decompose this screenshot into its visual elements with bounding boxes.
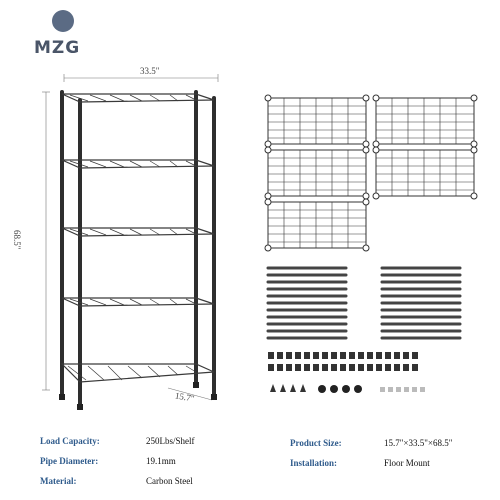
wire-shelf-panels <box>268 98 474 248</box>
load-capacity-value: 250Lbs/Shelf <box>146 436 195 446</box>
caps <box>318 385 362 393</box>
installation-value: Floor Mount <box>384 458 430 468</box>
end-covers <box>380 387 425 392</box>
wire-panel <box>376 98 474 144</box>
material-label: Material: <box>40 476 77 486</box>
hardware-set <box>270 384 425 393</box>
installation-label: Installation: <box>290 458 338 468</box>
height-dimension: 68.5" <box>12 230 22 250</box>
product-size-value: 15.7"×33.5"×68.5" <box>384 438 453 448</box>
material-value: Carbon Steel <box>146 476 193 486</box>
wire-panel <box>268 98 366 144</box>
depth-dimension: 15.7" <box>174 390 196 404</box>
sleeve-clips <box>268 352 418 371</box>
product-size-label: Product Size: <box>290 438 342 448</box>
wire-panel <box>376 150 474 196</box>
pole-set-right <box>382 268 460 338</box>
width-dimension: 33.5" <box>140 66 160 76</box>
pole-set-left <box>268 268 346 338</box>
wire-panel <box>268 202 366 248</box>
panel-corner-rings <box>265 95 477 251</box>
pipe-diameter-value: 19.1mm <box>146 456 176 466</box>
load-capacity-label: Load Capacity: <box>40 436 100 446</box>
leveling-feet <box>270 384 306 392</box>
pipe-diameter-label: Pipe Diameter: <box>40 456 99 466</box>
brand-name: MZG <box>34 38 81 58</box>
wire-panel <box>268 150 366 196</box>
